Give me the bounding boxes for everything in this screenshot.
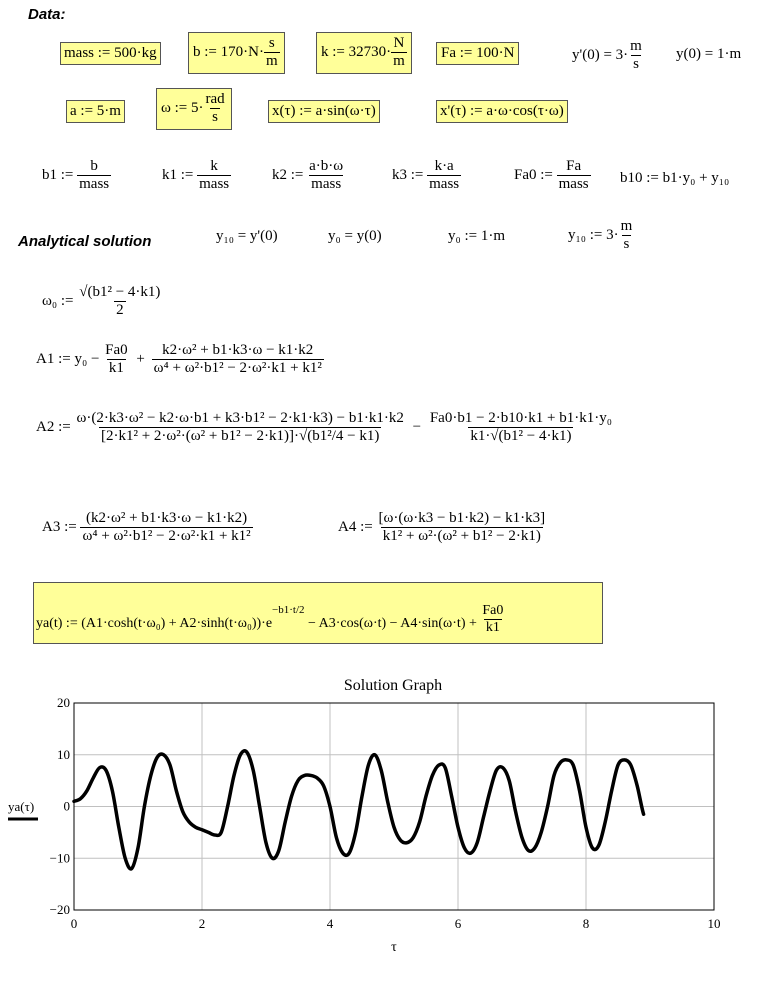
a4-definition[interactable] bbox=[338, 510, 547, 546]
y0-eq-y0[interactable]: y₀ = y(0) bbox=[328, 228, 382, 244]
y0-assignment[interactable]: y₀ := 1·m bbox=[448, 228, 506, 244]
fa0-fraction bbox=[557, 158, 591, 194]
y-tick-label: −20 bbox=[49, 902, 70, 917]
a3-fraction bbox=[80, 510, 252, 546]
y-tick-labels bbox=[50, 695, 70, 917]
a1-f1-den: k1 bbox=[108, 360, 124, 377]
x-tick-label: 6 bbox=[454, 916, 462, 931]
a1-f2-den: ω⁴ + ω²·b1² − 2·ω²·k1 + k1² bbox=[153, 360, 322, 377]
x-tick-label: 2 bbox=[198, 916, 206, 931]
a1-plus: + bbox=[136, 351, 145, 368]
k3-definition[interactable] bbox=[392, 158, 461, 194]
b1-definition[interactable] bbox=[42, 158, 111, 194]
omega0-fraction bbox=[77, 284, 162, 320]
k-definition-lhs: k := 32730· bbox=[321, 44, 392, 61]
b-unit-fraction bbox=[264, 35, 280, 71]
x-axis-label: τ bbox=[391, 940, 397, 955]
y10-assignment[interactable] bbox=[568, 218, 634, 254]
a1-fraction-2 bbox=[152, 342, 324, 378]
k3-lhs: k3 := bbox=[392, 167, 424, 184]
a1-definition[interactable] bbox=[36, 342, 324, 378]
solution-graph[interactable] bbox=[0, 660, 780, 1000]
omega-unit-fraction bbox=[204, 91, 227, 127]
k1-fraction bbox=[197, 158, 231, 194]
a2-f2-den: k1·√(b1² − 4·k1) bbox=[470, 428, 572, 445]
a2-lhs: A2 := bbox=[36, 419, 71, 436]
k2-lhs: k2 := bbox=[272, 167, 304, 184]
k2-definition[interactable] bbox=[272, 158, 345, 194]
omega-unit-den: s bbox=[212, 109, 218, 126]
k1-num: k bbox=[210, 158, 218, 174]
fa-definition[interactable]: Fa := 100·N bbox=[436, 42, 519, 65]
ydot0-unit-den: s bbox=[633, 56, 639, 73]
ya-expression bbox=[36, 603, 505, 640]
y-tick-label: 0 bbox=[63, 798, 70, 814]
a2-f2-num: Fa0·b1 − 2·b10·k1 + b1·k1·y₀ bbox=[429, 410, 612, 426]
k-unit-den: m bbox=[393, 53, 405, 70]
y10-unit-fraction bbox=[619, 218, 635, 254]
b-unit-num: s bbox=[268, 35, 275, 51]
b1-lhs: b1 := bbox=[42, 167, 74, 184]
ydot0-unit-fraction bbox=[628, 38, 644, 74]
ya-body: (A1·cosh(t·ω₀) + A2·sinh(t·ω₀))·e bbox=[81, 615, 273, 631]
a4-lhs: A4 := bbox=[338, 519, 373, 536]
k1-lhs: k1 := bbox=[162, 167, 194, 184]
y10-assignment-lhs: y₁₀ := 3· bbox=[568, 227, 619, 244]
a4-fraction bbox=[376, 510, 547, 546]
y10-unit-num: m bbox=[620, 218, 633, 234]
a1-f1-num: Fa0 bbox=[105, 342, 128, 358]
ya-definition[interactable] bbox=[33, 582, 603, 644]
x-tick-label: 4 bbox=[326, 916, 334, 931]
omega0-lhs: ω₀ := bbox=[42, 293, 74, 310]
b1-fraction bbox=[77, 158, 111, 194]
y-tick-label: 20 bbox=[57, 695, 70, 710]
b1-den: mass bbox=[79, 176, 110, 193]
x-tick-label: 10 bbox=[707, 916, 721, 931]
y10-eq-ydot0[interactable]: y₁₀ = y'(0) bbox=[216, 228, 278, 244]
ydot0-unit-num: m bbox=[630, 38, 642, 54]
k2-fraction bbox=[307, 158, 345, 194]
x-tick-labels bbox=[71, 916, 721, 931]
b-definition[interactable] bbox=[188, 32, 285, 74]
omega0-den: 2 bbox=[116, 302, 124, 319]
a2-f1-num: ω·(2·k3·ω² − k2·ω·b1 + k3·b1² − 2·k1·k3) − b1·k1·k2 bbox=[76, 410, 404, 426]
a2-f1-den: [2·k1² + 2·ω²·(ω² + b1² − 2·k1)]·√(b1²/4 − k1) bbox=[100, 428, 380, 445]
ya-f-num: Fa0 bbox=[482, 603, 504, 618]
k2-num: a·b·ω bbox=[309, 158, 344, 174]
a2-definition[interactable] bbox=[36, 410, 614, 446]
a2-minus: − bbox=[412, 419, 422, 436]
k-unit-fraction bbox=[391, 35, 407, 71]
omega-unit-num: rad bbox=[205, 91, 225, 107]
b10-definition[interactable]: b10 := b1·y₀ + y₁₀ bbox=[620, 170, 730, 186]
omega0-definition[interactable] bbox=[42, 284, 162, 320]
omega-lhs: ω := 5· bbox=[161, 100, 204, 117]
k-unit-num: N bbox=[393, 35, 405, 51]
x-tick-label: 0 bbox=[70, 916, 78, 931]
k3-num: k·a bbox=[434, 158, 454, 174]
xdot-function-definition[interactable]: x'(τ) := a·ω·cos(τ·ω) bbox=[436, 100, 568, 123]
fa0-definition[interactable] bbox=[514, 158, 591, 194]
a4-den: k1² + ω²·(ω² + b1² − 2·k1) bbox=[382, 528, 541, 545]
x-tick-label: 8 bbox=[582, 916, 590, 931]
mass-definition[interactable]: mass := 500·kg bbox=[60, 42, 161, 65]
a1-fraction-1 bbox=[103, 342, 130, 378]
ya-exponent: −b1·t/2 bbox=[272, 604, 305, 617]
omega0-num: √(b1² − 4·k1) bbox=[79, 284, 161, 300]
k1-den: mass bbox=[199, 176, 230, 193]
ya-fraction bbox=[480, 603, 505, 636]
fa0-lhs: Fa0 := bbox=[514, 167, 553, 184]
y-tick-label: 10 bbox=[57, 746, 70, 762]
y-tick-label: −10 bbox=[49, 850, 70, 866]
a3-lhs: A3 := bbox=[42, 519, 77, 536]
y10-unit-den: s bbox=[623, 236, 630, 253]
a3-den: ω⁴ + ω²·b1² − 2·ω²·k1 + k1² bbox=[82, 528, 251, 545]
ydot0-lhs: y'(0) = 3· bbox=[572, 47, 629, 64]
x-function-definition[interactable]: x(τ) := a·sin(ω·τ) bbox=[268, 100, 380, 123]
b-unit-den: m bbox=[265, 53, 278, 70]
y-axis-label: ya(τ) bbox=[8, 799, 35, 814]
data-heading: Data: bbox=[28, 6, 66, 23]
k-definition[interactable] bbox=[316, 32, 412, 74]
chart-title: Solution Graph bbox=[343, 677, 443, 694]
omega-definition[interactable] bbox=[156, 88, 232, 130]
a1-pre: y₀ − bbox=[74, 351, 100, 368]
k2-den: mass bbox=[311, 176, 342, 193]
fa0-num: Fa bbox=[566, 158, 582, 174]
ya-rest: − A3·cos(ω·t) − A4·sin(ω·t) + bbox=[308, 615, 477, 631]
a1-f2-num: k2·ω² + b1·k3·ω − k1·k2 bbox=[162, 342, 314, 358]
y0-evaluation[interactable]: y(0) = 1·m bbox=[676, 46, 742, 62]
a2-fraction-1 bbox=[74, 410, 405, 446]
a1-lhs: A1 := bbox=[36, 351, 71, 368]
k3-fraction bbox=[427, 158, 461, 194]
ya-lhs: ya(t) := bbox=[36, 615, 78, 631]
ydot0-evaluation[interactable] bbox=[572, 38, 644, 74]
b1-num: b bbox=[90, 158, 98, 174]
k1-definition[interactable] bbox=[162, 158, 231, 194]
a2-fraction-2 bbox=[428, 410, 614, 446]
ya-curve bbox=[74, 751, 644, 869]
analytical-heading: Analytical solution bbox=[18, 233, 152, 250]
a-definition[interactable]: a := 5·m bbox=[66, 100, 125, 123]
a3-num: (k2·ω² + b1·k3·ω − k1·k2) bbox=[86, 510, 248, 526]
b-definition-lhs: b := 170·N· bbox=[193, 44, 264, 61]
ya-f-den: k1 bbox=[485, 620, 500, 636]
grid bbox=[74, 703, 714, 910]
k3-den: mass bbox=[429, 176, 460, 193]
a3-definition[interactable] bbox=[42, 510, 253, 546]
fa0-den: mass bbox=[558, 176, 589, 193]
a4-num: [ω·(ω·k3 − b1·k2) − k1·k3] bbox=[378, 510, 546, 526]
